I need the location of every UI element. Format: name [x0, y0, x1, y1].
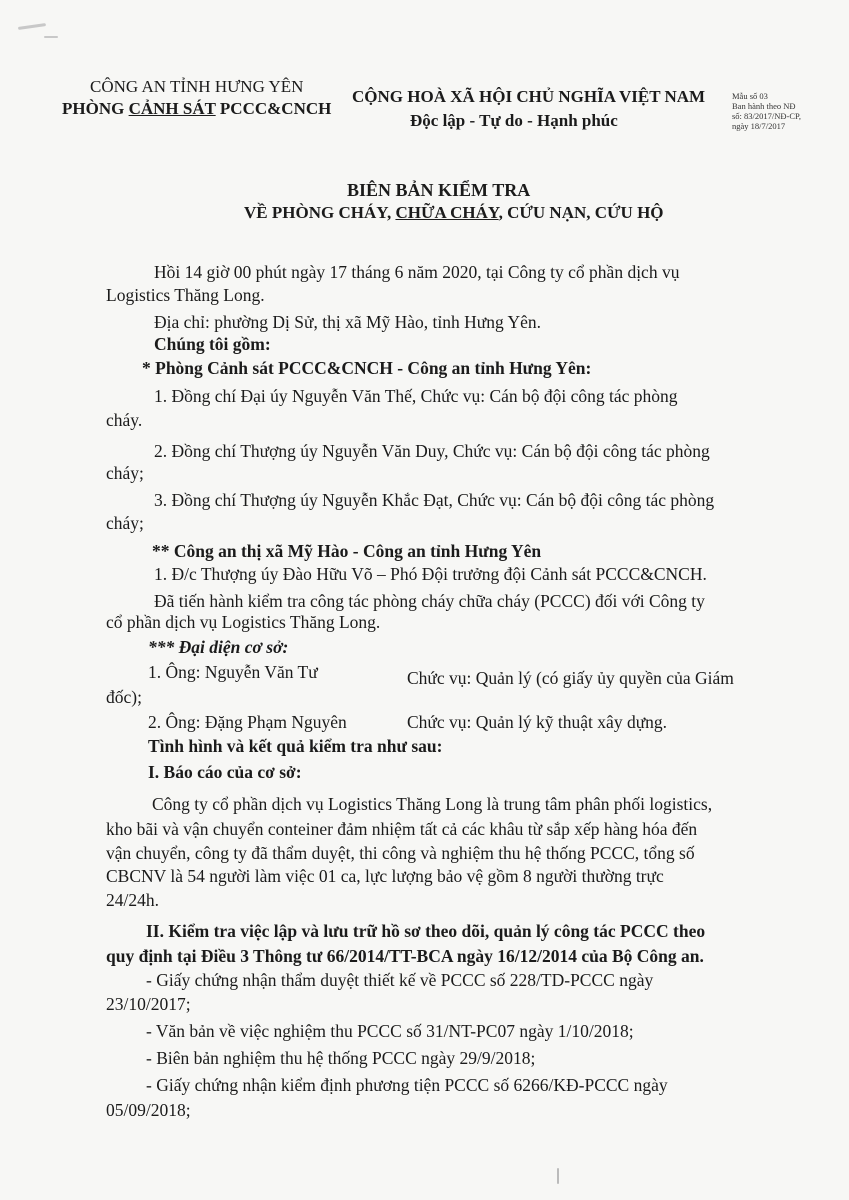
- report-line: vận chuyển, công ty đã thẩm duyệt, thi công và nghiệm thu hệ thống PCCC, tổng số: [106, 843, 695, 863]
- section-heading: ** Công an thị xã Mỹ Hào - Công an tỉnh Hưng Yên: [152, 541, 542, 561]
- national-title: CỘNG HOÀ XÃ HỘI CHỦ NGHĨA VIỆT NAM: [352, 87, 706, 106]
- record-line: - Văn bản về việc nghiệm thu PCCC số 31/NT-PC07 ngày 1/10/2018;: [146, 1021, 634, 1041]
- agency-name-part: PCCC&CNCH: [215, 99, 332, 118]
- member-line: 2. Đồng chí Thượng úy Nguyễn Văn Duy, Chức vụ: Cán bộ đội công tác phòng: [154, 441, 710, 461]
- form-note-line: Ban hành theo NĐ: [732, 101, 796, 111]
- form-note: [732, 91, 801, 131]
- representative-role: đốc);: [106, 687, 142, 707]
- report-line: Công ty cổ phần dịch vụ Logistics Thăng Long là trung tâm phân phối logistics,: [152, 794, 713, 814]
- section-heading: quy định tại Điều 3 Thông tư 66/2014/TT-BCA ngày 16/12/2014 của Bộ Công an.: [106, 946, 704, 966]
- section-heading: II. Kiểm tra việc lập và lưu trữ hồ sơ theo dõi, quản lý công tác PCCC theo: [146, 921, 706, 941]
- document-title: BIÊN BẢN KIỂM TRA: [347, 180, 531, 200]
- subtitle-underlined: CHỮA CHÁY: [395, 203, 499, 222]
- member-line: 1. Đồng chí Đại úy Nguyễn Văn Thế, Chức vụ: Cán bộ đội công tác phòng: [154, 386, 678, 406]
- address-line: Địa chỉ: phường Dị Sử, thị xã Mỹ Hào, tỉnh Hưng Yên.: [154, 312, 542, 332]
- member-line: cháy.: [106, 410, 143, 430]
- scan-mark: [44, 36, 58, 38]
- national-motto: Độc lập - Tự do - Hạnh phúc: [410, 111, 618, 130]
- scan-mark: [18, 23, 46, 30]
- section-heading: * Phòng Cảnh sát PCCC&CNCH - Công an tỉnh Hưng Yên:: [142, 358, 592, 378]
- member-line: 1. Đ/c Thượng úy Đào Hữu Võ – Phó Đội trưởng đội Cảnh sát PCCC&CNCH.: [154, 564, 707, 584]
- form-note-line: Mẫu số 03: [732, 91, 768, 101]
- subtitle-part: VỀ PHÒNG CHÁY,: [244, 203, 396, 222]
- document-subtitle: [244, 203, 664, 223]
- member-line: cháy;: [106, 463, 144, 483]
- agency-name: [62, 99, 331, 119]
- scan-mark: [557, 1168, 559, 1184]
- opening-line: Logistics Thăng Long.: [106, 285, 265, 305]
- form-note-line: số: 83/2017/NĐ-CP,: [732, 111, 801, 121]
- report-line: CBCNV là 54 người làm việc 01 ca, lực lượng bảo vệ gồm 8 người thường trực: [106, 866, 664, 886]
- results-heading: Tình hình và kết quả kiểm tra như sau:: [148, 736, 443, 756]
- record-line: - Giấy chứng nhận kiểm định phương tiện PCCC số 6266/KĐ-PCCC ngày: [146, 1075, 668, 1095]
- agency-parent: CÔNG AN TỈNH HƯNG YÊN: [90, 77, 304, 96]
- agency-name-part: PHÒNG: [62, 99, 129, 118]
- record-line: 23/10/2017;: [106, 994, 191, 1014]
- member-line: cháy;: [106, 513, 144, 533]
- section-heading: *** Đại diện cơ sở:: [148, 637, 289, 657]
- inspection-line: Đã tiến hành kiểm tra công tác phòng cháy chữa cháy (PCCC) đối với Công ty: [154, 591, 705, 611]
- agency-name-underlined: CẢNH SÁT: [128, 99, 216, 118]
- section-heading: I. Báo cáo của cơ sở:: [148, 762, 302, 782]
- inspection-line: cổ phần dịch vụ Logistics Thăng Long.: [106, 612, 381, 632]
- member-line: 3. Đồng chí Thượng úy Nguyễn Khắc Đạt, Chức vụ: Cán bộ đội công tác phòng: [154, 490, 715, 510]
- report-line: 24/24h.: [106, 890, 159, 910]
- representative-name: 2. Ông: Đặng Phạm Nguyên: [148, 712, 347, 732]
- form-note-line: ngày 18/7/2017: [732, 121, 786, 131]
- record-line: 05/09/2018;: [106, 1100, 191, 1120]
- representative-role: Chức vụ: Quản lý (có giấy ủy quyền của Giám: [407, 668, 734, 688]
- representative-role: Chức vụ: Quản lý kỹ thuật xây dựng.: [407, 712, 668, 732]
- representative-name: 1. Ông: Nguyễn Văn Tư: [148, 662, 318, 682]
- report-line: kho bãi và vận chuyển conteiner đảm nhiệm tất cả các khâu từ sắp xếp hàng hóa đến: [106, 819, 698, 839]
- members-heading: Chúng tôi gồm:: [154, 334, 271, 354]
- record-line: - Giấy chứng nhận thẩm duyệt thiết kế về PCCC số 228/TD-PCCC ngày: [146, 970, 654, 990]
- subtitle-part: , CỨU NẠN, CỨU HỘ: [498, 203, 664, 222]
- opening-line: Hồi 14 giờ 00 phút ngày 17 tháng 6 năm 2020, tại Công ty cổ phần dịch vụ: [154, 262, 680, 282]
- record-line: - Biên bản nghiệm thu hệ thống PCCC ngày 29/9/2018;: [146, 1048, 536, 1068]
